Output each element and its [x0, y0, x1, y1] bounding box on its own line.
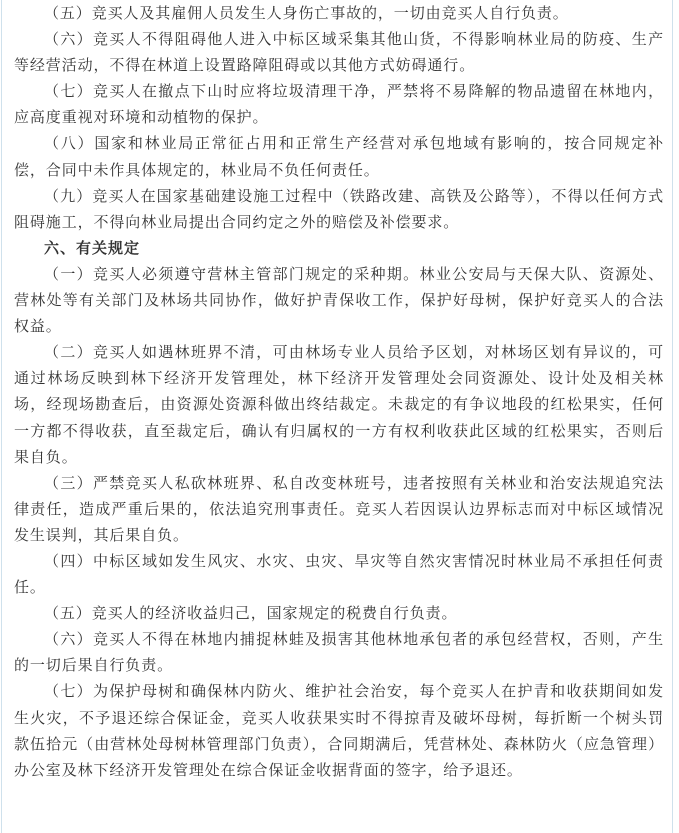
- rule-6-forest-frog: （六）竞买人不得在林地内捕捉林蛙及损害其他林地承包者的承包经营权，否则，产生的一切后果自行负责。: [14, 630, 664, 675]
- document-body: [14, 0, 664, 783]
- clause-8-compensation: （八）国家和林业局正常征占用和正常生产经营对承包地域有影响的，按合同规定补偿，合同中未作具体规定的，林业局不负任何责任。: [14, 134, 664, 179]
- rule-4-natural-disaster: （四）中标区域如发生风灾、水灾、虫灾、旱灾等自然灾害情况时林业局不承担任何责任。: [14, 551, 664, 597]
- clause-6-no-obstruction: （六）竞买人不得阻碍他人进入中标区域采集其他山货，不得影响林业局的防疫、生产等经营活动，不得在林道上设置路障阻碍或以其他方式妨碍通行。: [14, 30, 664, 75]
- section-heading-regulations: 六、有关规定: [44, 238, 141, 257]
- clause-9-construction: （九）竞买人在国家基础建设施工过程中（铁路改建、高铁及公路等），不得以任何方式阻碍施工，不得向林业局提出合同约定之外的赔偿及补偿要求。: [14, 186, 664, 231]
- rule-1-harvest-period: （一）竞买人必须遵守营林主管部门规定的采种期。林业公安局与天保大队、资源处、营林处等有关部门及林场共同协作，做好护青保收工作，保护好母树，保护好竞买人的合法权益。: [14, 264, 664, 336]
- rule-2-boundary-dispute: （二）竞买人如遇林班界不清，可由林场专业人员给予区划，对林场区划有异议的，可通过林场反映到林下经济开发管理处，林下经济开发管理处会同资源处、设计处及相关林场，经现场勘查后，由资源处资源科做出终结裁定。未裁定的有争议地段的红松果实，任何一方都不得收获，直至裁定后，确认有归属权的一方有权利收获此区域的红松果实，否则后果自负。: [14, 343, 664, 466]
- rule-7-fire-deposit: （七）为保护母树和确保林内防火、维护社会治安，每个竞买人在护青和收获期间如发生火灾，不予退还综合保证金，竞买人收获果实时不得掠青及破坏母树，每折断一个树头罚款伍拾元（由营林处母树林管理部门负责），合同期满后，凭营林处、森林防火（应急管理）办公室及林下经济开发管理处在综合保证金收据背面的签字，给予退还。: [14, 682, 664, 779]
- clause-7-cleanup: （七）竞买人在撤点下山时应将垃圾清理干净，严禁将不易降解的物品遗留在林地内，应高度重视对环境和动植物的保护。: [14, 82, 664, 127]
- clause-5-injury: （五）竞买人及其雇佣人员发生人身伤亡事故的，一切由竞买人自行负责。: [44, 4, 569, 22]
- rule-3-boundary-tampering: （三）严禁竞买人私砍林班界、私自改变林班号，违者按照有关林业和治安法规追究法律责任，造成严重后果的，依法追究刑事责任。竞买人若因误认边界标志而对中标区域情况发生误判，其后果自负。: [14, 473, 664, 544]
- rule-5-income-tax: （五）竞买人的经济收益归己，国家规定的税费自行负责。: [44, 604, 458, 623]
